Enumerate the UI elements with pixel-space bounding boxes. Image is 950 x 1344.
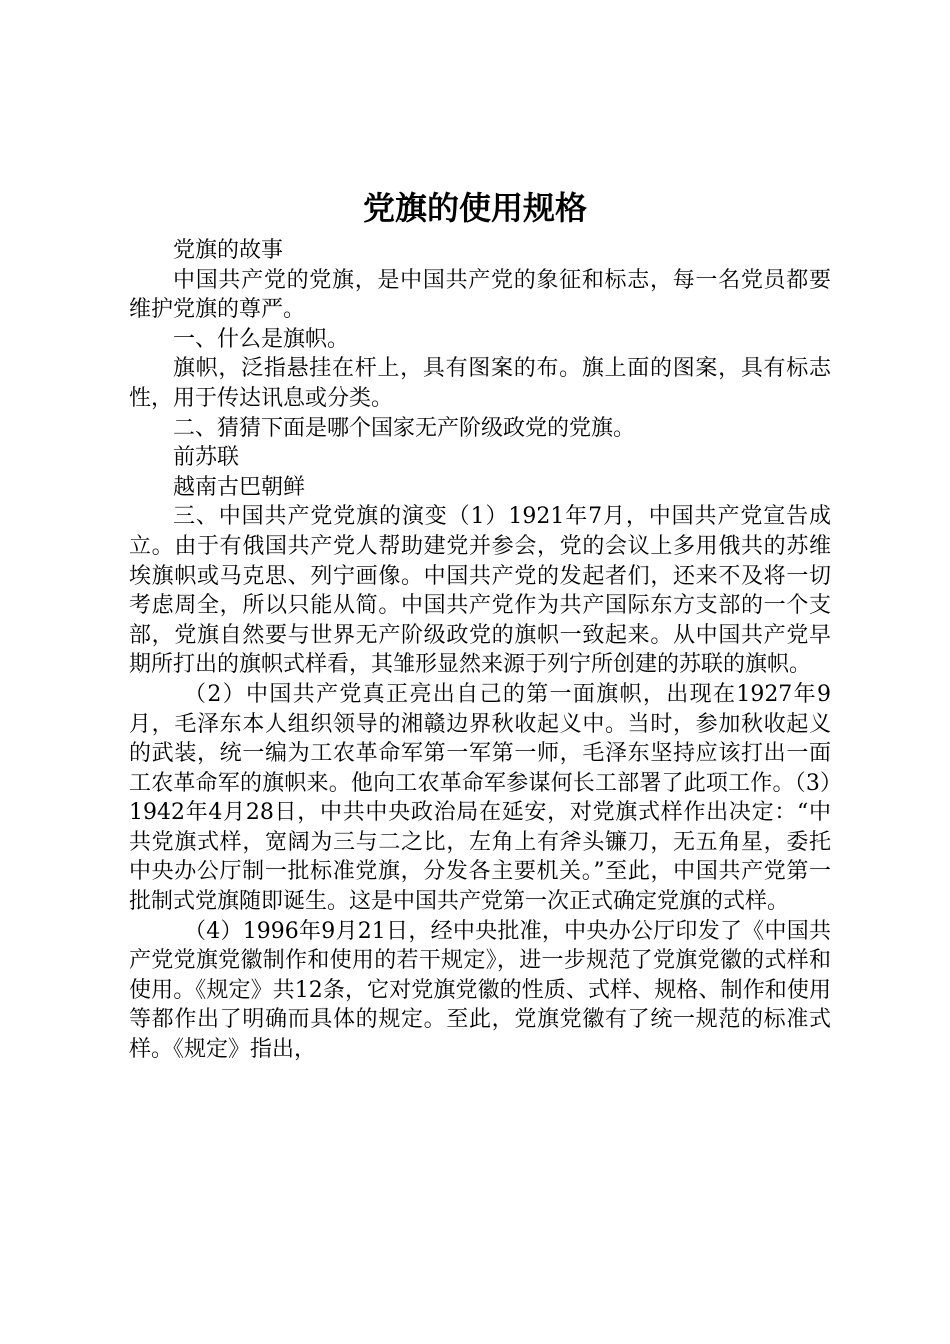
paragraph-history-2-3: （2）中国共产党真正亮出自己的第一面旗帜，出现在1927年9月，毛泽东本人组织领导的湘赣边界秋收起义中。当时，参加秋收起义的武装，统一编为工农革命军第一军第一师，毛泽东坚持应该打出一面工农革命军的旗帜来。他向工农革命军参谋何长工部署了此项工作。（3）1942年4月28日，中共中央政治局在延安，对党旗式样作出决定：“中共党旗式样，宽阔为三与二之比，左角上有斧头镰刀，无五角星，委托中央办公厅制一批标准党旗，分发各主要机关。”至此，中国共产党第一批制式党旗随即诞生。这是中国共产党第一次正式确定党旗的式样。 bbox=[129, 681, 831, 915]
paragraph-history-4: （4）1996年9月21日，经中央批准，中央办公厅印发了《中国共产党党旗党徽制作和使用的若干规定》，进一步规范了党旗党徽的式样和使用。《规定》共12条，它对党旗党徽的性质、式样、规格、制作和使用等都作出了明确而具体的规定。至此，党旗党徽有了统一规范的标准式样。《规定》指出， bbox=[129, 918, 831, 1063]
paragraph-countries: 越南古巴朝鲜 bbox=[173, 474, 306, 500]
document-body bbox=[129, 236, 831, 1065]
document-title: 党旗的使用规格 bbox=[362, 189, 587, 227]
paragraph-section-2-heading: 二、猜猜下面是哪个国家无产阶级政党的党旗。 bbox=[173, 415, 636, 441]
paragraph-story-heading: 党旗的故事 bbox=[173, 238, 284, 263]
paragraph-soviet: 前苏联 bbox=[173, 445, 240, 471]
paragraph-intro: 中国共产党的党旗，是中国共产党的象征和标志，每一名党员都要维护党旗的尊严。 bbox=[129, 267, 831, 323]
paragraph-flag-definition: 旗帜，泛指悬挂在杆上，具有图案的布。旗上面的图案，具有标志性，用于传达讯息或分类。 bbox=[129, 356, 831, 411]
paragraph-section-3: 三、中国共产党党旗的演变（1）1921年7月，中国共产党宣告成立。由于有俄国共产党人帮助建党并参会，党的会议上多用俄共的苏维埃旗帜或马克思、列宁画像。中国共产党的发起者们，还来不及将一切考虑周全，所以只能从简。中国共产党作为共产国际东方支部的一个支部，党旗自然要与世界无产阶级政党的旗帜一致起来。从中国共产党早期所打出的旗帜式样看，其雏形显然来源于列宁所创建的苏联的旗帜。 bbox=[129, 504, 831, 678]
paragraph-section-1-heading: 一、什么是旗帜。 bbox=[173, 326, 350, 352]
